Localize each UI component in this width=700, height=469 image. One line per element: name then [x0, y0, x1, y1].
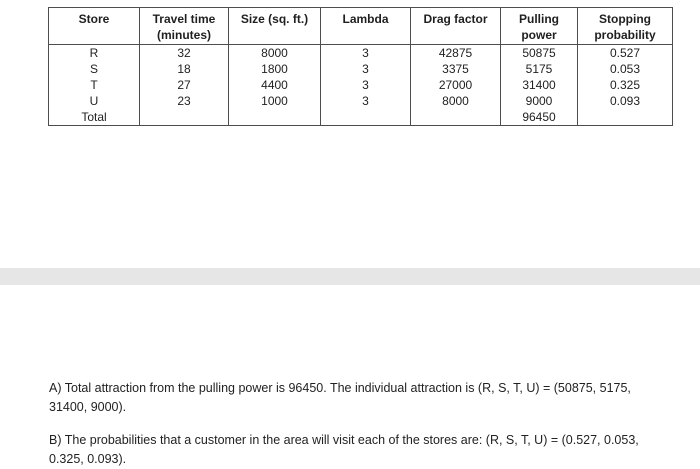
- cell-stopping-probability: [578, 109, 673, 126]
- cell-lambda: 3: [321, 61, 411, 77]
- cell-lambda: [321, 109, 411, 126]
- cell-travel-time: 27: [140, 77, 229, 93]
- section-divider: [0, 268, 700, 285]
- answer-b-text: B) The probabilities that a customer in the area will visit each of the stores are: (R, S, T, U) = (0.527, 0.053, 0.325, 0.093).: [49, 433, 639, 466]
- table-row: [49, 45, 673, 62]
- cell-pulling-power: 5175: [501, 61, 578, 77]
- cell-drag-factor: 42875: [411, 45, 501, 62]
- table-row: [49, 77, 673, 93]
- cell-store: S: [49, 61, 140, 77]
- cell-store: U: [49, 93, 140, 109]
- answer-section: [0, 285, 700, 466]
- header-travel-time: Travel time (minutes): [140, 8, 229, 45]
- cell-size: 4400: [229, 77, 321, 93]
- cell-store: Total: [49, 109, 140, 126]
- cell-drag-factor: 3375: [411, 61, 501, 77]
- cell-stopping-probability: 0.053: [578, 61, 673, 77]
- cell-lambda: 3: [321, 45, 411, 62]
- cell-size: [229, 109, 321, 126]
- cell-travel-time: 23: [140, 93, 229, 109]
- table-total-row: [49, 109, 673, 126]
- cell-drag-factor: 8000: [411, 93, 501, 109]
- header-pulling-power: Pulling power: [501, 8, 578, 45]
- cell-pulling-power: 9000: [501, 93, 578, 109]
- cell-drag-factor: [411, 109, 501, 126]
- cell-lambda: 3: [321, 93, 411, 109]
- cell-lambda: 3: [321, 77, 411, 93]
- cell-size: 1000: [229, 93, 321, 109]
- header-store: Store: [49, 8, 140, 45]
- cell-drag-factor: 27000: [411, 77, 501, 93]
- cell-store: T: [49, 77, 140, 93]
- store-data-table: [48, 7, 673, 126]
- cell-size: 8000: [229, 45, 321, 62]
- cell-stopping-probability: 0.325: [578, 77, 673, 93]
- cell-travel-time: 32: [140, 45, 229, 62]
- header-drag-factor: Drag factor: [411, 8, 501, 45]
- table-row: [49, 93, 673, 109]
- cell-pulling-power: 31400: [501, 77, 578, 93]
- cell-travel-time: 18: [140, 61, 229, 77]
- table-header-row: [49, 8, 673, 45]
- header-size: Size (sq. ft.): [229, 8, 321, 45]
- header-lambda: Lambda: [321, 8, 411, 45]
- header-stopping-probability: Stopping probability: [578, 8, 673, 45]
- cell-store: R: [49, 45, 140, 62]
- cell-stopping-probability: 0.093: [578, 93, 673, 109]
- table-row: [49, 61, 673, 77]
- cell-size: 1800: [229, 61, 321, 77]
- answer-a-text: A) Total attraction from the pulling power is 96450. The individual attraction is (R, S, T, U) = (50875, 5175, 31400, 9000).: [49, 381, 631, 414]
- cell-stopping-probability: 0.527: [578, 45, 673, 62]
- cell-pulling-power: 50875: [501, 45, 578, 62]
- cell-travel-time: [140, 109, 229, 126]
- cell-pulling-power: 96450: [501, 109, 578, 126]
